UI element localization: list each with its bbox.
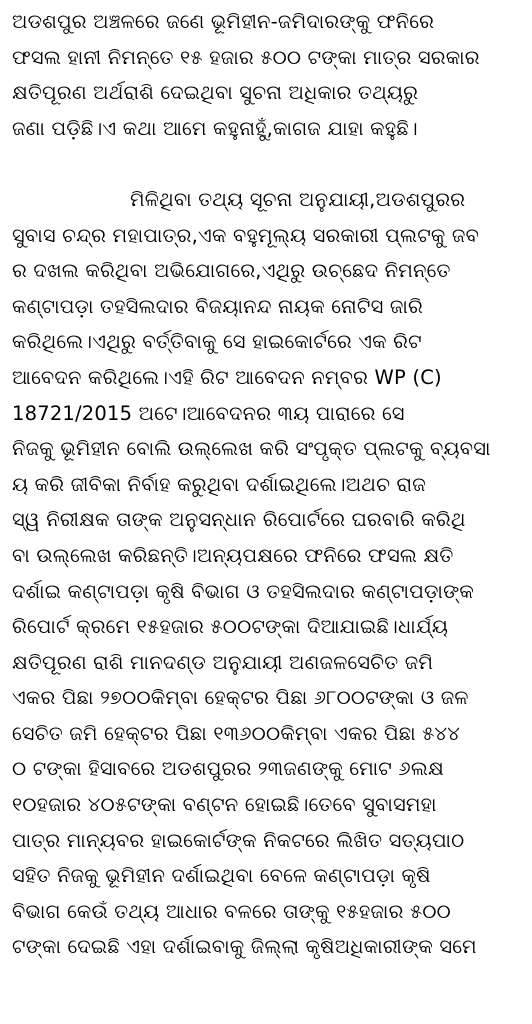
text-line: ସହିତ ନିଜକୁ ଭୂମିହୀନ ଦର୍ଶାଇଥିବା ବେଳେ କଣ୍ଟାପଡ଼ା କୃଷି bbox=[12, 864, 431, 888]
paragraph-1 bbox=[12, 4, 522, 146]
text-line: ୧୦ହଜାର ୪୦୫ଟଙ୍କା ବଣ୍ଟନ ହୋଇଛି।ତେବେ ସୁବାସମହା bbox=[12, 793, 437, 817]
text-line: ଏକର ପିଛା ୨୭୦୦କିମ୍ବା ହେକ୍ଟର ପିଛା ୬୮୦୦ଟଙ୍କା ଓ ଜଳ bbox=[12, 686, 469, 710]
text-line: କଣ୍ଟାପଡ଼ା ତହସିଲଦାର ବିଜୟାନନ୍ଦ ନାୟକ ନୋଟିସ ଜାରି bbox=[12, 294, 423, 318]
text-line: ଫସଲ ହାନୀ ନିମନ୍ତେ ୧୫ ହଜାର ୫୦୦ ଟଙ୍କା ମାତ୍ର ସରକାର bbox=[12, 45, 480, 69]
text-line: ବିଭାଗ କେଉଁ ତଥ୍ୟ ଆଧାର ବଳରେ ତାଙ୍କୁ ୧୫ହଜାର ୫୦୦ bbox=[12, 899, 451, 923]
paragraph-spacer bbox=[12, 146, 522, 182]
text-line: ୦ ଟଙ୍କା ହିସାବରେ ଅଡଶପୁରର ୨୩ଜଣଙ୍କୁ ମୋଟ ୬ଲକ୍ଷ bbox=[12, 757, 444, 781]
paragraph-2 bbox=[12, 182, 522, 965]
text-line: ଜଣା ପଡ଼ିଛି।ଏ କଥା ଆମେ କହୁନାହୁଁ,କାଗଜ ଯାହା କହୁଛି। bbox=[12, 116, 418, 140]
text-line: ସେଚିତ ଜମି ହେକ୍ଟର ପିଛା ୧୩୬୦୦କିମ୍ବା ଏକର ପିଛା ୫୪୪ bbox=[12, 721, 460, 745]
text-line: ରିପୋର୍ଟ କ୍ରମେ ୧୫ହଜାର ୫୦୦ଟଙ୍କା ଦିଆଯାଇଛି।ଧାର୍ଯ୍ୟ bbox=[12, 615, 449, 639]
text-line: ସୁବାସ ଚନ୍ଦ୍ର ମହାପାତ୍ର,ଏକ ବହୁମୂଲ୍ୟ ସରକାରୀ ପ୍ଲଟକୁ ଜବ bbox=[12, 223, 480, 247]
text-line: ୟ କରି ଜୀବିକା ନିର୍ବାହ କରୁଥିବା ଦର୍ଶାଇଥିଲେ।ଅଥଚ ରାଜ bbox=[12, 472, 426, 496]
text-line: ଅଡଶପୁର ଅଞ୍ଚଳରେ ଜଣେ ଭୂମିହୀନ-ଜମିଦାରଙ୍କୁ ଫନିରେ bbox=[12, 10, 435, 33]
text-line: 18721/2015 ଅଟେ।ଆବେଦନର ୩ୟ ପାରାରେ ସେ bbox=[12, 401, 405, 425]
text-line: ଦର୍ଶାଇ କଣ୍ଟାପଡ଼ା କୃଷି ବିଭାଗ ଓ ତହସିଲଦାର କଣ୍ଟାପଡ଼ାଙ୍କ bbox=[12, 579, 475, 603]
text-line: ଆବେଦନ କରିଥିଲେ।ଏହି ରିଟ ଆବେଦନ ନମ୍ବର WP (C) bbox=[12, 365, 442, 389]
text-line: ର ଦଖଲ କରିଥିବା ଅଭିଯୋଗରେ,ଏଥିରୁ ଉଚ୍ଛେଦ ନିମନ୍ତେ bbox=[12, 259, 451, 283]
text-line: ମିଳିଥିବା ତଥ୍ୟ ସୂଚନା ଅନୁଯାୟୀ,ଅଡଶପୁରର bbox=[130, 187, 466, 211]
text-line: କରିଥିଲେ।ଏଥିରୁ ବର୍ତ୍ତିବାକୁ ସେ ହାଇକୋର୍ଟରେ ଏକ ରିଟ bbox=[12, 330, 422, 354]
text-line: ଟଙ୍କା ଦେଇଛି ଏହା ଦର୍ଶାଇବାକୁ ଜିଲ୍ଲା କୃଷିଅଧିକାରୀଙ୍କ ସମେ bbox=[12, 935, 477, 959]
text-line: ନିଜକୁ ଭୂମିହୀନ ବୋଲି ଉଲ୍ଲେଖ କରି ସଂପୃକ୍ତ ପ୍ଲଟକୁ ବ୍ୟବସା bbox=[12, 437, 491, 461]
text-line: କ୍ଷତିପୂରଣ ଅର୍ଥରାଶି ଦେଇଥିବା ସୁଚନା ଅଧିକାର ତଥ୍ୟରୁ bbox=[12, 81, 419, 105]
text-line: ବା ଉଲ୍ଲେଖ କରିଛନ୍ତି।ଅନ୍ୟପକ୍ଷରେ ଫନିରେ ଫସଲ କ୍ଷତି bbox=[12, 543, 454, 567]
text-line: ପାତ୍ର ମାନ୍ୟବର ହାଇକୋର୍ଟଙ୍କ ନିକଟରେ ଲିଖିତ ସତ୍ୟପାଠ bbox=[12, 828, 465, 852]
text-line: ସ୍ୱ ନିରୀକ୍ଷକ ତାଙ୍କ ଅନୁସନ୍ଧାନ ରିପୋର୍ଟରେ ଘରବାରି କରିଥି bbox=[12, 508, 466, 532]
text-line: କ୍ଷତିପୂରଣ ରାଶି ମାନଦଣ୍ଡ ଅନୁଯାୟୀ ଅଣଜଳସେଚିତ ଜମି bbox=[12, 650, 434, 674]
